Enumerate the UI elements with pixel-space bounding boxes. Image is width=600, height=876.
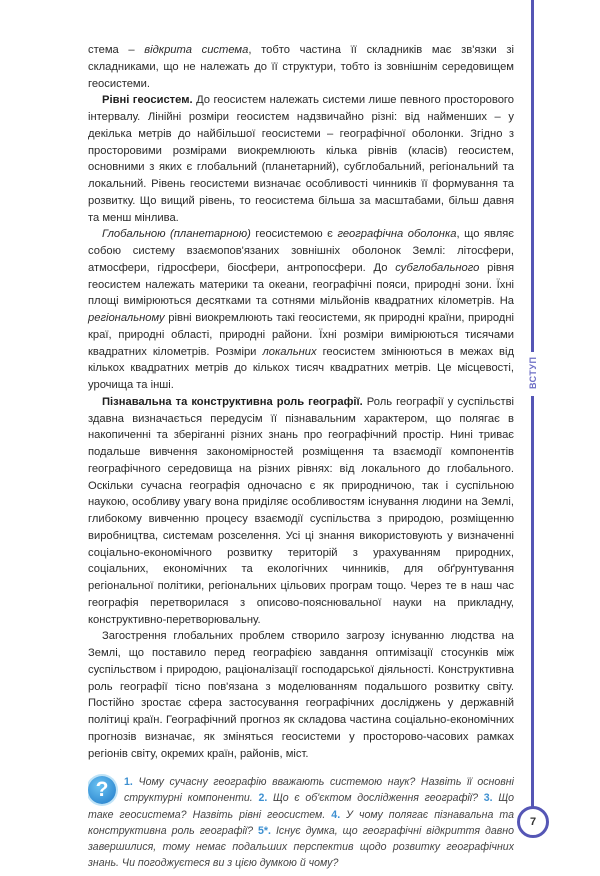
- text-segment: локальних: [262, 345, 317, 358]
- question-text: Існує думка, що географічні відкриття давно завершилися, тому немає подальших перспектив щодо розвитку географічних знань. Чи погоджуєтеся ви з цією думкою й чому?: [88, 824, 514, 870]
- text-segment: Глобальною (планетарною): [102, 228, 251, 241]
- review-questions-block: [88, 774, 514, 871]
- question-number: 3.: [483, 792, 493, 805]
- page-content: [88, 42, 514, 871]
- text-segment: , тобто частина її складників має зв'язки зі складниками, що не належать до її структури, тобто із зовнішнім середовищем геосистеми.: [88, 44, 514, 90]
- paragraph: [88, 226, 514, 394]
- question-number: 1.: [124, 776, 133, 789]
- text-segment: регіональному: [88, 312, 165, 324]
- page-number: 7: [517, 806, 549, 838]
- question-mark-icon: ?: [88, 776, 116, 804]
- text-segment: Роль географії у суспільстві здавна визначається передусім її пізнавальним характером, що полягає в накопиченні та зберіганні різних знань про географічний простір. Нині триває подальше вивчення закономірностей розміщення та взаємодії компонентів географічного середовища на різних рівнях: від локального до глобального. Оскільки сучасна географія одночасно є як природничою, так і суспільною наукою, особливу увагу вона приділяє особливостям існування людини на Землі, глибокому вивченню процесу взаємодії суспільства з природою, розміщенню виробництва, системам розселення. Усі ці знання використовують у визначенні соціально-економічного розвитку територій з урахуванням природних, соціальних, економічних та екологічних чинників, для обґрунтування регіональної політики, регіональних цільових програм тощо. Через те в наш час географія перетворилася з описово-пояснювальної науки на прикладну, конструктивно-перетворювальну.: [88, 395, 514, 626]
- text-segment: субглобального: [395, 261, 480, 274]
- text-segment: геосистемою є: [250, 228, 338, 241]
- text-segment: відкрита система: [144, 44, 249, 56]
- text-segment: , що являє собою систему взаємопов'язаних зовнішніх оболонок Землі: літосфери, атмосфери, гідросфери, біосфери, антропосфери. До: [88, 228, 514, 274]
- text-segment: стема –: [88, 44, 145, 56]
- question-number: 5*.: [258, 824, 271, 837]
- paragraph: [88, 92, 514, 226]
- question-text: У чому полягає пізнавальна та конструктивна роль географії?: [88, 808, 514, 837]
- section-heading: Пізнавальна та конструктивна роль географії.: [102, 395, 363, 408]
- question-number: 2.: [258, 792, 268, 805]
- question-text: Що таке геосистема? Назвіть рівні геосистем.: [88, 792, 514, 821]
- text-segment: До геосистем належать системи лише певного просторового інтервалу. Лінійні розміри геосистем надзвичайно різні: від найменших – у декілька метрів до найбільшої геосистеми – географічної оболонки. Згідно з просторовими розмірами виокремлюють кілька рівнів (класів) геосистем, основними з яких є глобальний (планетарний), субглобальний, регіональний та локальний. Рівень геосистеми визначає особливості чинників її формування та розвитку. Що вищий рівень, то геосистема більша за масштабами, більш давня та менш мінлива.: [88, 94, 514, 224]
- question-text: Чому сучасну географію вважають системою наук? Назвіть її основні структурні компоненти.: [124, 776, 514, 805]
- section-heading: Рівні геосистем.: [102, 94, 193, 107]
- side-divider-line: [531, 396, 534, 808]
- question-number: 4.: [331, 808, 341, 821]
- body-text: [88, 42, 514, 762]
- question-text: Що є об'єктом дослідження географії?: [267, 792, 484, 805]
- paragraph: [88, 628, 514, 762]
- text-segment: геосистем змінюються в межах від кількох квадратних метрів до кількох тисяч квадратних метрів. Це місцевості, урочища та інші.: [88, 345, 515, 391]
- text-segment: рівні виокремлюють такі геосистеми, як природні країни, природні краї, природні області, природні райони. Їхні розміри вимірюються тисячами квадратних кілометрів. Розміри: [88, 312, 514, 358]
- text-segment: географічна оболонка: [337, 228, 457, 241]
- text-segment: Загострення глобальних проблем створило загрозу існуванню людства на Землі, що поставило перед географією завдання оптимізації стосунків між суспільством і природою, раціоналізації господарської діяльності. Конструктивна роль географії тісно пов'язана з моделюванням подальшого розвитку світу. Постійно зростає сфера застосування географічних досліджень у державній політиці країн. Географічний прогноз як складова частина соціально-економічних прогнозів визначає, як зміняться геосистеми у просторово-часових рамках регіонів світу, окремих країн, районів, міст.: [88, 630, 514, 760]
- section-label: ВСТУП: [528, 356, 538, 389]
- text-segment: рівня геосистем належать материки та океани, географічні пояси, природні зони. Їхні площі вимірюються десятками та сотнями мільйонів квадратних кілометрів. На: [88, 261, 515, 308]
- paragraph: [88, 42, 514, 92]
- paragraph: [88, 394, 514, 629]
- review-questions: [88, 774, 514, 871]
- side-divider-line: [531, 0, 534, 352]
